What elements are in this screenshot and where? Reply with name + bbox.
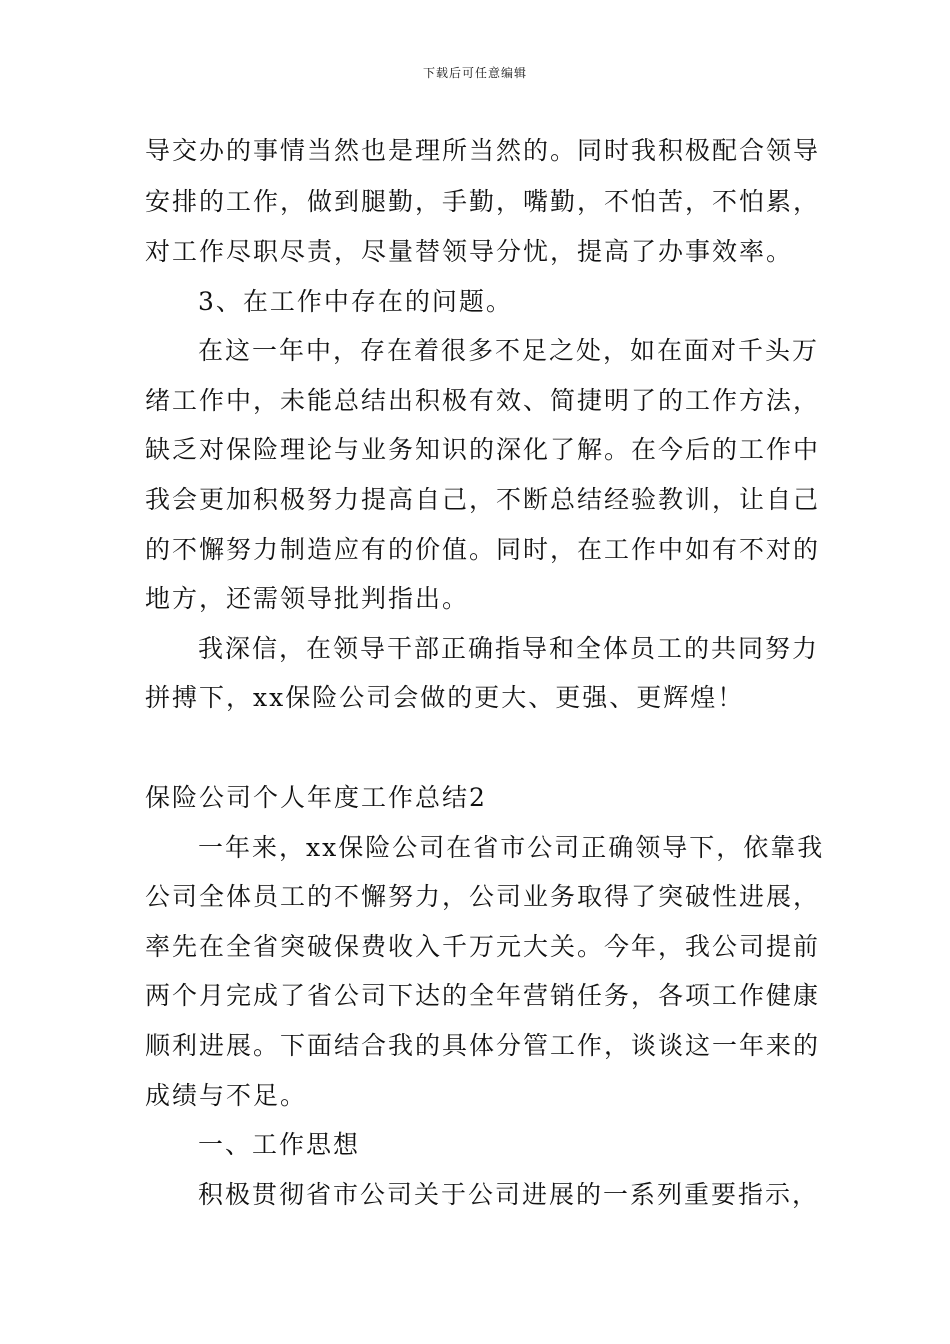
text-line: 两个月完成了省公司下达的全年营销任务，各项工作健康 <box>145 981 821 1010</box>
text-line: 导交办的事情当然也是理所当然的。同时我积极配合领导 <box>145 136 821 165</box>
section-title: 保险公司个人年度工作总结2 <box>145 783 487 812</box>
section-heading: 3、在工作中存在的问题。 <box>198 287 513 316</box>
text-line: 我深信，在领导干部正确指导和全体员工的共同努力 <box>198 634 820 663</box>
text-line: 缺乏对保险理论与业务知识的深化了解。在今后的工作中 <box>145 435 821 464</box>
text-line: 在这一年中，存在着很多不足之处，如在面对千头万 <box>198 336 820 365</box>
text-line: 地方，还需领导批判指出。 <box>145 584 470 613</box>
text-line: 对工作尽职尽责，尽量替领导分忧，提高了办事效率。 <box>145 237 794 266</box>
text-line: 公司全体员工的不懈努力，公司业务取得了突破性进展， <box>145 882 821 911</box>
text-line: 顺利进展。下面结合我的具体分管工作，谈谈这一年来的 <box>145 1031 821 1060</box>
page-header: 下载后可任意编辑 <box>422 66 527 80</box>
text-line: 的不懈努力制造应有的价值。同时，在工作中如有不对的 <box>145 535 821 564</box>
text-line: 率先在全省突破保费收入千万元大关。今年，我公司提前 <box>145 932 821 961</box>
text-line: 拼搏下，xx保险公司会做的更大、更强、更辉煌！ <box>145 683 745 712</box>
text-line: 一年来，xx保险公司在省市公司正确领导下，依靠我 <box>198 833 825 862</box>
text-line: 积极贯彻省市公司关于公司进展的一系列重要指示， <box>198 1180 820 1209</box>
text-line: 绪工作中，未能总结出积极有效、简捷明了的工作方法， <box>145 386 821 415</box>
text-line: 我会更加积极努力提高自己，不断总结经验教训，让自己 <box>145 485 821 514</box>
text-line: 成绩与不足。 <box>145 1081 308 1110</box>
section-heading: 一、工作思想 <box>198 1130 361 1159</box>
text-line: 安排的工作，做到腿勤，手勤，嘴勤，不怕苦，不怕累， <box>145 187 821 216</box>
